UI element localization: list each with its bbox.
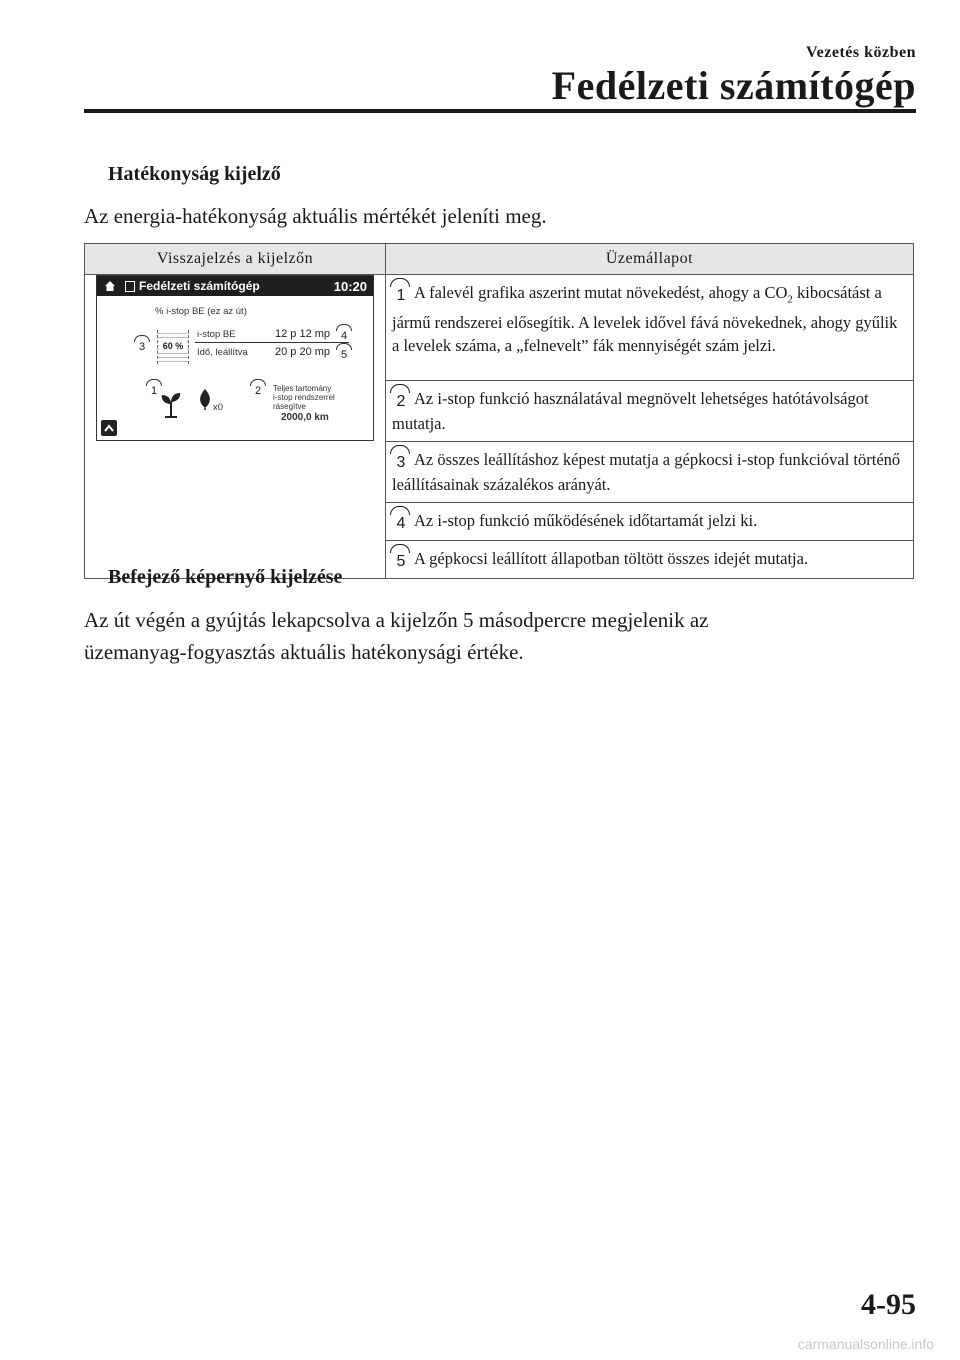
efficiency-intro: Az energia-hatékonyság aktuális mértékét jeleníti meg. xyxy=(84,204,547,228)
callout-number: 3 xyxy=(392,453,410,473)
screen-clock: 10:20 xyxy=(333,278,367,294)
idle-time-label: Idő, leállítva xyxy=(197,347,248,358)
range-label-line2: i-stop rendszerrel xyxy=(273,393,335,402)
header-divider xyxy=(84,109,916,113)
column-header-display: Visszajelzés a kijelzőn xyxy=(85,244,386,275)
callout-number: 2 xyxy=(392,392,410,412)
callout-1: 1 xyxy=(147,384,161,398)
scroll-up-button[interactable] xyxy=(101,420,117,436)
callout-2: 2 xyxy=(251,384,265,398)
idle-time-value: 20 p 20 mp xyxy=(275,346,331,358)
status-row-3 xyxy=(386,442,914,503)
screen-title: Fedélzeti számítógép xyxy=(139,279,260,293)
callout-5: 5 xyxy=(337,348,351,362)
callout-number: 5 xyxy=(392,552,410,572)
leaf-icon xyxy=(197,388,213,415)
chapter-title: Fedélzeti számítógép xyxy=(551,63,916,108)
column-header-status: Üzemállapot xyxy=(386,244,914,275)
display-illustration-cell xyxy=(85,275,386,579)
range-value: 2000,0 km xyxy=(281,412,329,423)
efficiency-heading: Hatékonyság kijelző xyxy=(108,163,281,185)
callout-number: 4 xyxy=(392,514,410,534)
status-text-3: Az összes leállításhoz képest mutatja a gépkocsi i-stop funkcióval történő leállításainak százalékos arányát. xyxy=(392,450,901,494)
callout-4: 4 xyxy=(337,329,351,343)
status-row-2 xyxy=(386,381,914,442)
status-text-4: Az i-stop funkció működésének időtartamát jelzi ki. xyxy=(414,511,758,530)
document-icon xyxy=(125,281,135,292)
sprout-icon xyxy=(159,390,183,423)
status-text-2: Az i-stop funkció használatával megnövelt lehetséges hatótávolságot mutatja. xyxy=(392,389,869,433)
efficiency-table xyxy=(84,243,914,579)
page-number: 4-95 xyxy=(861,1288,916,1321)
istop-percent-label: % i-stop BE (ez az út) xyxy=(155,306,247,317)
home-icon xyxy=(103,279,117,293)
end-screen-line2: üzemanyag-fogyasztás aktuális hatékonysági értéke. xyxy=(84,640,524,664)
istop-on-label: i-stop BE xyxy=(197,329,236,340)
status-text-1a: A falevél grafika aszerint mutat növekedést, ahogy a CO xyxy=(414,283,788,302)
range-label-line1: Teljes tartomány xyxy=(273,384,332,393)
status-row-1 xyxy=(386,275,914,381)
row-divider xyxy=(195,342,349,343)
watermark: carmanualsonline.info xyxy=(797,1336,934,1352)
range-label-line3: rásegítve xyxy=(273,402,306,411)
istop-gauge xyxy=(157,330,189,364)
section-label: Vezetés közben xyxy=(806,44,916,61)
end-screen-line1: Az út végén a gyújtás lekapcsolva a kijelzőn 5 másodpercre megjelenik az xyxy=(84,608,709,632)
status-text-1b: kibocsátást a jármű rendszerei elősegítik. A levelek idővel fává növekednek, ahogy gyűlik a levelek száma, a „felnevelt” fák mennyiségét szám jelzi. xyxy=(392,283,898,356)
status-text-5: A gépkocsi leállított állapotban töltött összes idejét mutatja. xyxy=(414,549,809,568)
tree-count: x0 xyxy=(213,402,224,413)
istop-gauge-value: 60 % xyxy=(159,341,187,351)
istop-on-value: 12 p 12 mp xyxy=(275,328,331,340)
screen-title-bar xyxy=(97,276,373,296)
status-row-4 xyxy=(386,503,914,541)
end-screen-heading: Befejező képernyő kijelzése xyxy=(108,566,343,588)
status-row-5 xyxy=(386,541,914,579)
efficiency-screen-mock xyxy=(96,275,374,441)
callout-number: 1 xyxy=(392,286,410,306)
status-text-1-sub: 2 xyxy=(787,293,793,306)
callout-3: 3 xyxy=(135,340,149,354)
chevron-up-icon xyxy=(104,424,114,432)
